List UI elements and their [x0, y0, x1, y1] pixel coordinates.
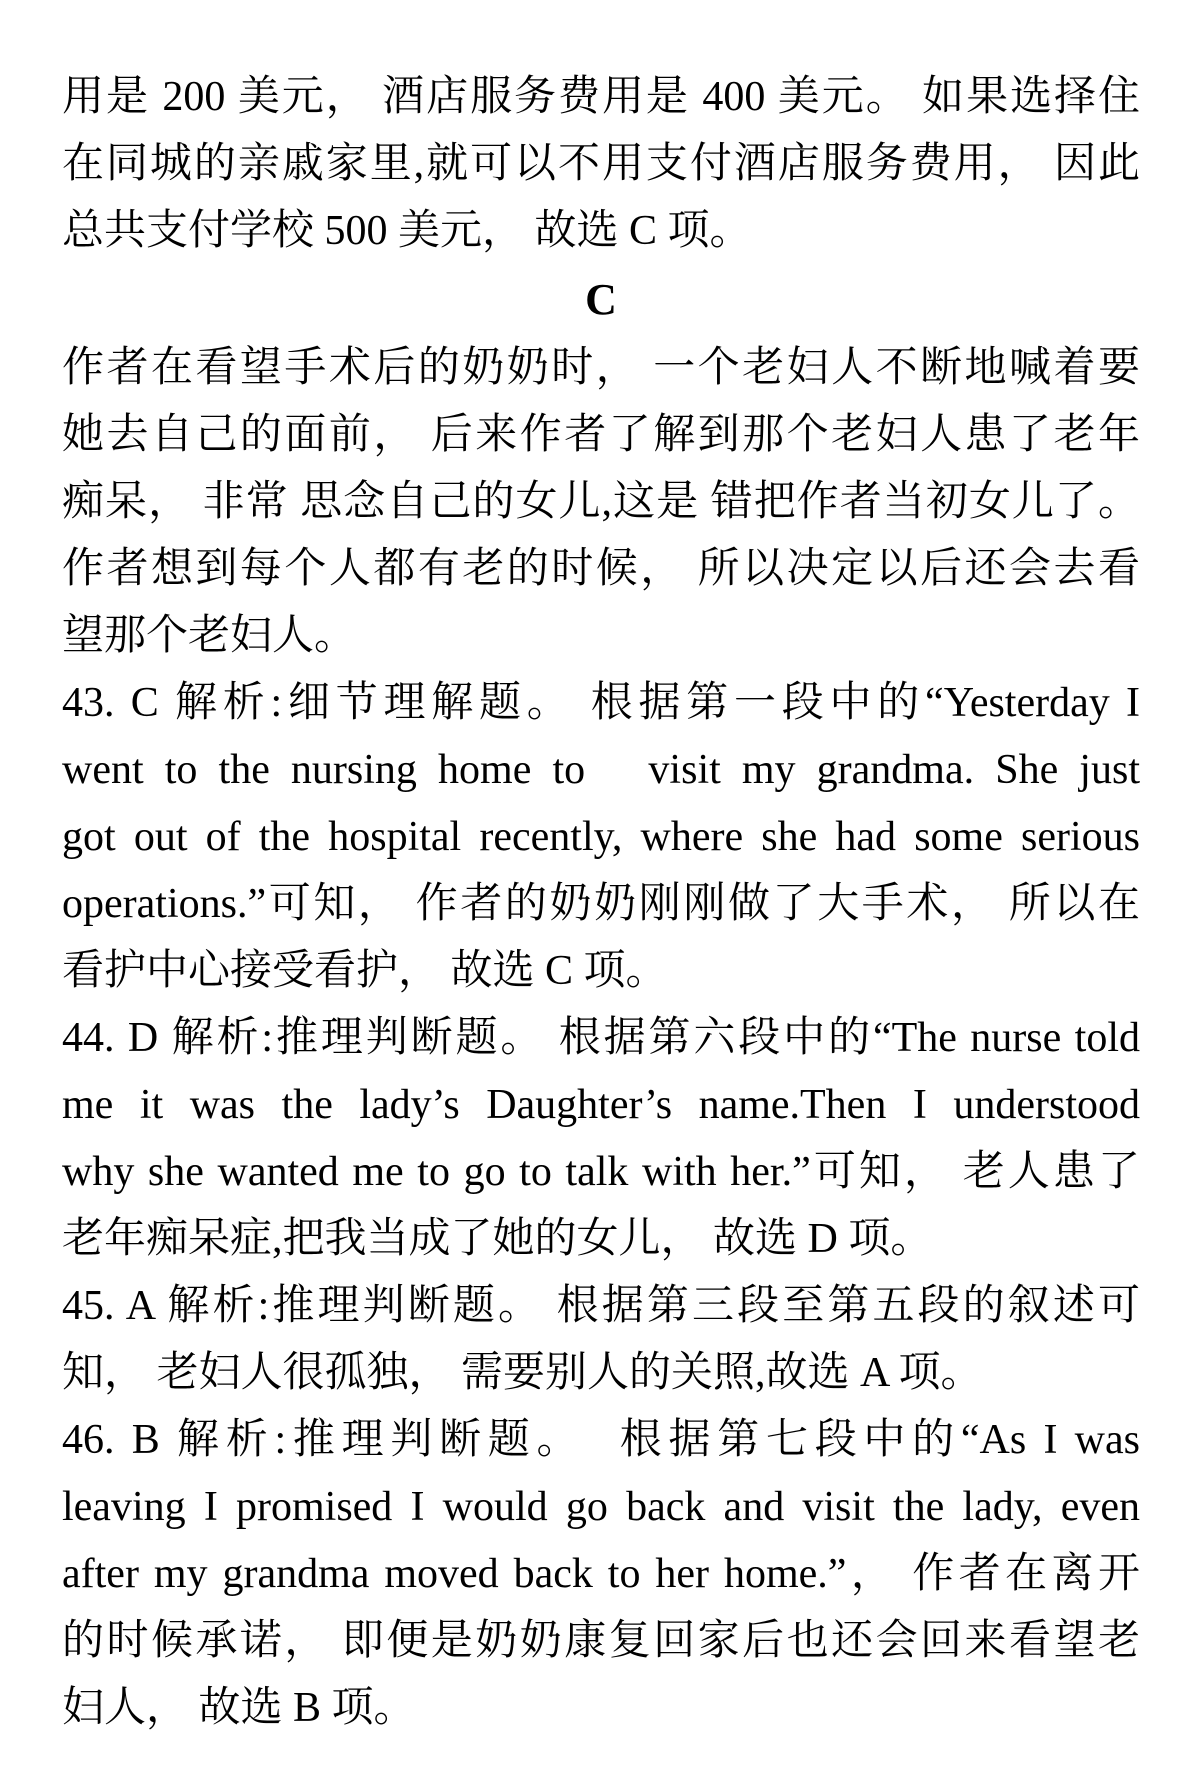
text-line: 作者想到每个人都有老的时候， 所以决定以后还会去看 — [62, 546, 1140, 592]
item-44-explanation — [62, 1005, 1140, 1273]
document-content — [62, 64, 1140, 1742]
text-line: 痴呆， 非常 思念自己的女儿,这是 错把作者当初女儿了。 — [62, 479, 1140, 525]
text-line: 46. B 解析:推理判断题。 根据第七段中的“As I was — [62, 1417, 1140, 1463]
item-45-explanation — [62, 1273, 1140, 1407]
text-line: 总共支付学校 500 美元， 故选 C 项。 — [62, 208, 752, 254]
item-43-explanation — [62, 670, 1140, 1005]
text-line: 知， 老妇人很孤独， 需要别人的关照,故选 A 项。 — [62, 1350, 983, 1396]
text-line: 44. D 解析:推理判断题。 根据第六段中的“The nurse told — [62, 1015, 1140, 1061]
section-heading-c — [62, 265, 1140, 335]
passage-c-summary — [62, 335, 1140, 670]
text-line: 看护中心接受看护， 故选 C 项。 — [62, 948, 668, 994]
text-line: why she wanted me to go to talk with her.”可知， 老人患了 — [62, 1149, 1140, 1195]
text-line: C — [585, 275, 617, 324]
text-line: went to the nursing home to visit my grandma. She just — [62, 747, 1140, 793]
item-46-explanation — [62, 1407, 1140, 1742]
text-line: 作者在看望手术后的奶奶时， 一个老妇人不断地喊着要 — [62, 345, 1140, 391]
text-line: 在同城的亲戚家里,就可以不用支付酒店服务费用， 因此 — [62, 141, 1140, 187]
text-line: after my grandma moved back to her home.”， 作者在离开 — [62, 1551, 1140, 1597]
text-line: operations.”可知， 作者的奶奶刚刚做了大手术， 所以在 — [62, 881, 1140, 927]
text-line: 用是 200 美元， 酒店服务费用是 400 美元。 如果选择住 — [62, 74, 1140, 120]
text-line: 老年痴呆症,把我当成了她的女儿， 故选 D 项。 — [62, 1216, 933, 1262]
text-line: me it was the lady’s Daughter’s name.Then I understood — [62, 1082, 1140, 1128]
text-line: 妇人， 故选 B 项。 — [62, 1685, 416, 1731]
text-line: 她去自己的面前， 后来作者了解到那个老妇人患了老年 — [62, 412, 1140, 458]
text-line: 45. A 解析:推理判断题。 根据第三段至第五段的叙述可 — [62, 1283, 1140, 1329]
text-line: 望那个老妇人。 — [62, 613, 357, 659]
text-line: 的时候承诺， 即便是奶奶康复回家后也还会回来看望老 — [62, 1618, 1140, 1664]
text-line: 43. C 解析:细节理解题。 根据第一段中的“Yesterday I — [62, 680, 1140, 726]
answer-explanation-continued — [62, 64, 1140, 265]
text-line: got out of the hospital recently, where she had some serious — [62, 814, 1140, 860]
text-line: leaving I promised I would go back and visit the lady, even — [62, 1484, 1140, 1530]
